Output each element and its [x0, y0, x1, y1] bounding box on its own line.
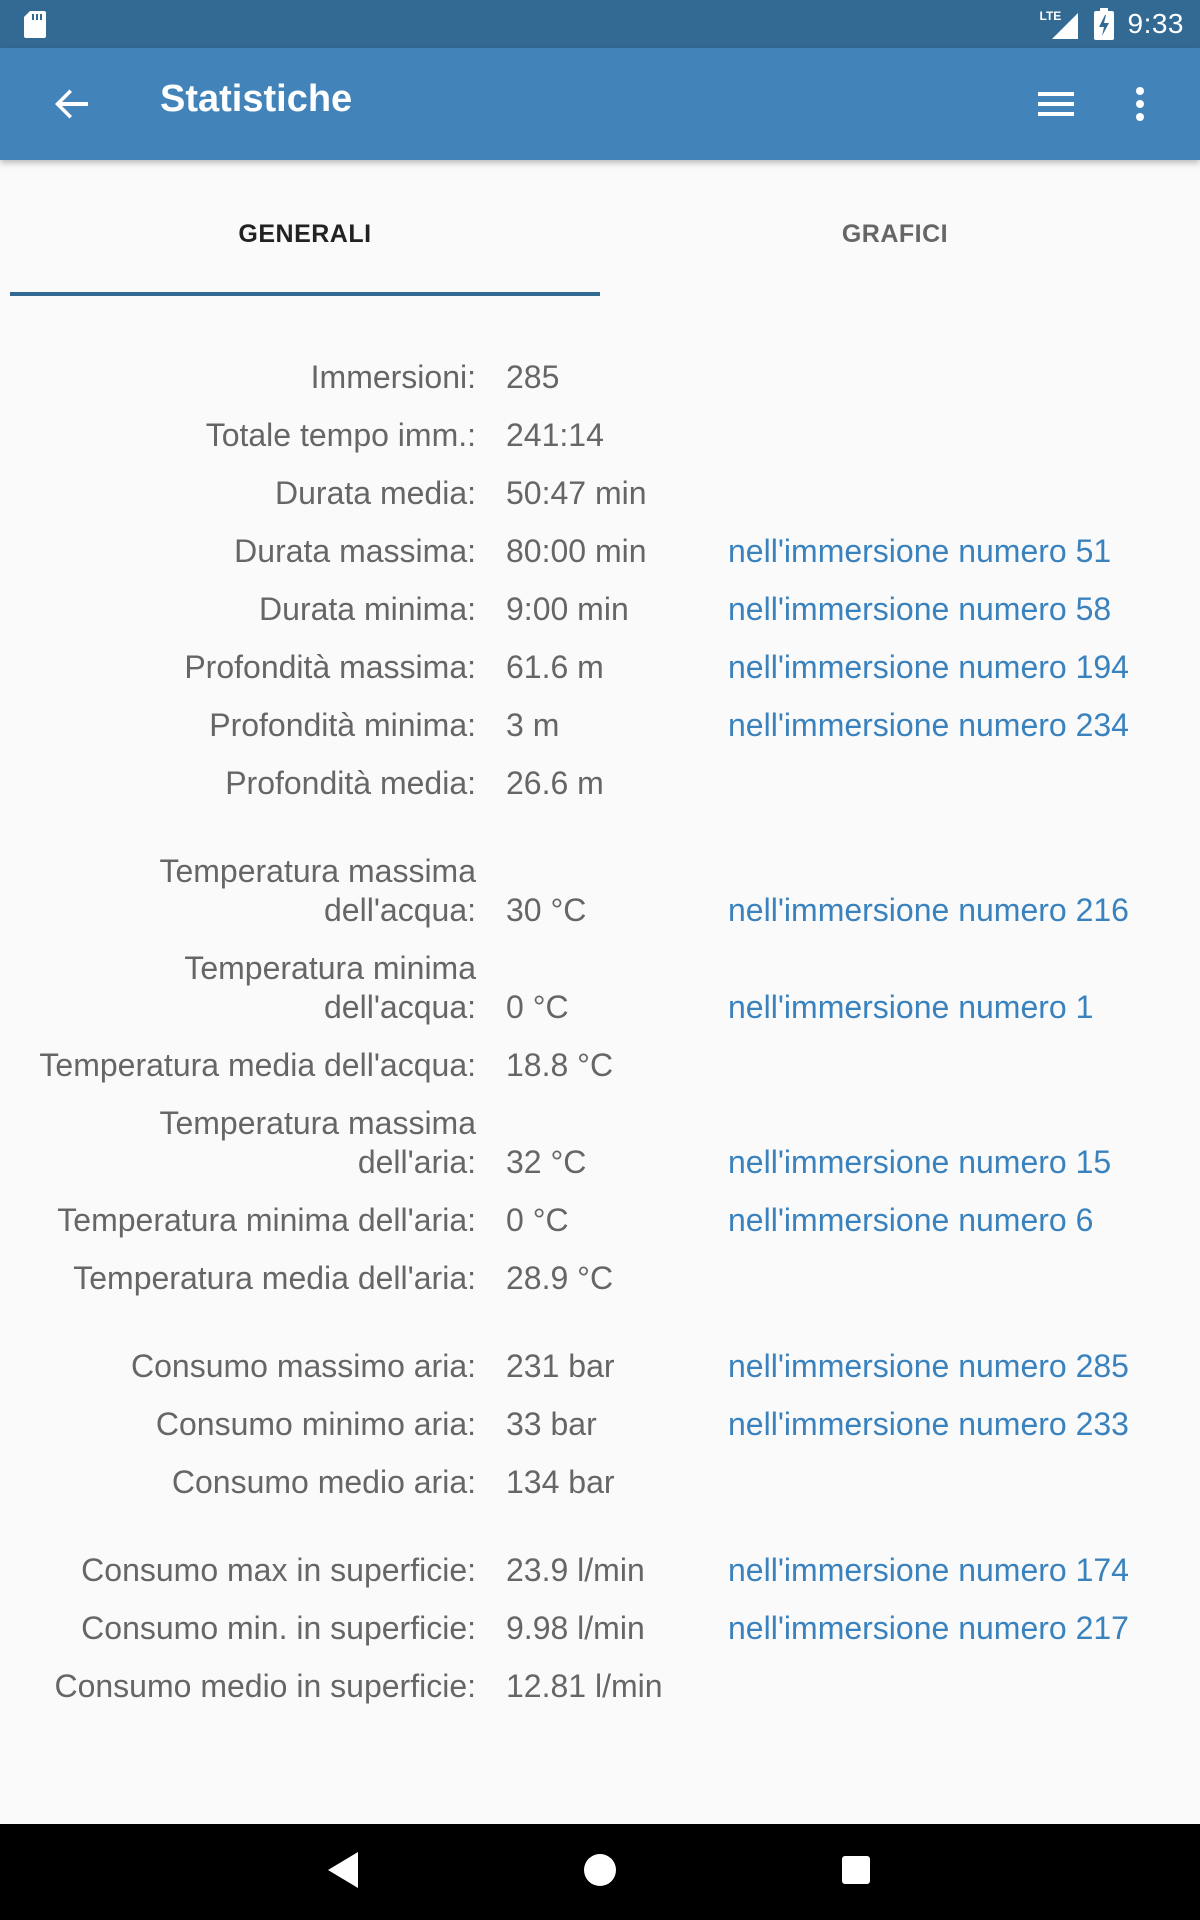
stat-label: Consumo min. in superficie: [81, 1610, 476, 1646]
stat-value: 23.9 l/min [506, 1552, 645, 1588]
stat-value: 12.81 l/min [506, 1668, 663, 1704]
stat-value: 9.98 l/min [506, 1610, 645, 1646]
stat-label: Temperatura massima dell'acqua: [159, 853, 476, 928]
stat-label: Durata massima: [234, 533, 476, 569]
stat-label: Durata media: [275, 475, 476, 511]
stat-label: Temperatura media dell'acqua: [39, 1047, 476, 1083]
tab-grafici[interactable]: GRAFICI [841, 220, 949, 248]
stat-label: Totale tempo imm.: [205, 417, 476, 453]
more-vert-icon[interactable] [1120, 82, 1160, 126]
stat-label: Profondità minima: [209, 707, 476, 743]
dive-link[interactable]: nell'immersione numero 216 [728, 892, 1129, 928]
stat-label: Temperatura minima dell'acqua: [184, 950, 476, 1025]
sd-card-icon [24, 11, 46, 38]
stat-value: 26.6 m [506, 765, 604, 801]
tab-indicator [10, 292, 600, 296]
system-nav-bar [0, 1824, 1200, 1920]
stat-value: 9:00 min [506, 591, 629, 627]
stat-label: Temperatura media dell'aria: [73, 1260, 476, 1296]
battery-charging-icon [1094, 8, 1114, 40]
stat-value: 231 bar [506, 1348, 615, 1384]
stat-value: 0 °C [506, 1202, 569, 1238]
dive-link[interactable]: nell'immersione numero 174 [728, 1552, 1129, 1588]
stat-label: Temperatura minima dell'aria: [57, 1202, 476, 1238]
stat-label: Consumo massimo aria: [131, 1348, 476, 1384]
stat-value: 134 bar [506, 1464, 615, 1500]
dive-link[interactable]: nell'immersione numero 15 [728, 1144, 1112, 1180]
stat-label: Profondità media: [225, 765, 476, 801]
nav-home-icon[interactable] [584, 1854, 616, 1886]
app-bar [0, 48, 1200, 160]
signal-icon [1040, 9, 1080, 39]
stat-value: 0 °C [506, 989, 569, 1025]
nav-recents-icon[interactable] [842, 1856, 870, 1884]
dive-link[interactable]: nell'immersione numero 234 [728, 707, 1129, 743]
stat-value: 241:14 [506, 417, 604, 453]
menu-icon[interactable] [1034, 84, 1078, 124]
page-title: Statistiche [160, 78, 353, 120]
dive-link[interactable]: nell'immersione numero 51 [728, 533, 1112, 569]
dive-link[interactable]: nell'immersione numero 1 [728, 989, 1094, 1025]
stat-label: Consumo minimo aria: [155, 1406, 476, 1442]
stat-label: Consumo medio aria: [171, 1464, 476, 1500]
nav-back-icon[interactable] [328, 1852, 358, 1888]
stat-label: Profondità massima: [184, 649, 476, 685]
stat-value: 18.8 °C [506, 1047, 614, 1083]
dive-link[interactable]: nell'immersione numero 194 [728, 649, 1129, 685]
stat-label: Consumo max in superficie: [81, 1552, 476, 1588]
dive-link[interactable]: nell'immersione numero 58 [728, 591, 1112, 627]
stat-label: Temperatura massima dell'aria: [159, 1105, 476, 1180]
stat-label: Immersioni: [310, 359, 476, 395]
stat-value: 285 [506, 359, 560, 395]
stat-value: 61.6 m [506, 649, 604, 685]
status-bar [0, 0, 1200, 48]
dive-link[interactable]: nell'immersione numero 6 [728, 1202, 1094, 1238]
stat-label: Consumo medio in superficie: [54, 1668, 476, 1704]
stat-value: 32 °C [506, 1144, 587, 1180]
network-type: LTE [1039, 9, 1062, 23]
stat-value: 3 m [506, 707, 560, 743]
stat-value: 50:47 min [506, 475, 647, 511]
tab-generali[interactable]: GENERALI [238, 220, 372, 248]
dive-link[interactable]: nell'immersione numero 233 [728, 1406, 1129, 1442]
stat-value: 28.9 °C [506, 1260, 614, 1296]
clock: 9:33 [1127, 8, 1184, 39]
stat-value: 30 °C [506, 892, 587, 928]
stat-value: 80:00 min [506, 533, 647, 569]
tab-bar [0, 160, 1200, 300]
dive-link[interactable]: nell'immersione numero 217 [728, 1610, 1129, 1646]
stat-value: 33 bar [506, 1406, 597, 1442]
dive-link[interactable]: nell'immersione numero 285 [728, 1348, 1129, 1384]
stat-label: Durata minima: [259, 591, 476, 627]
arrow-back-icon[interactable] [50, 82, 94, 126]
